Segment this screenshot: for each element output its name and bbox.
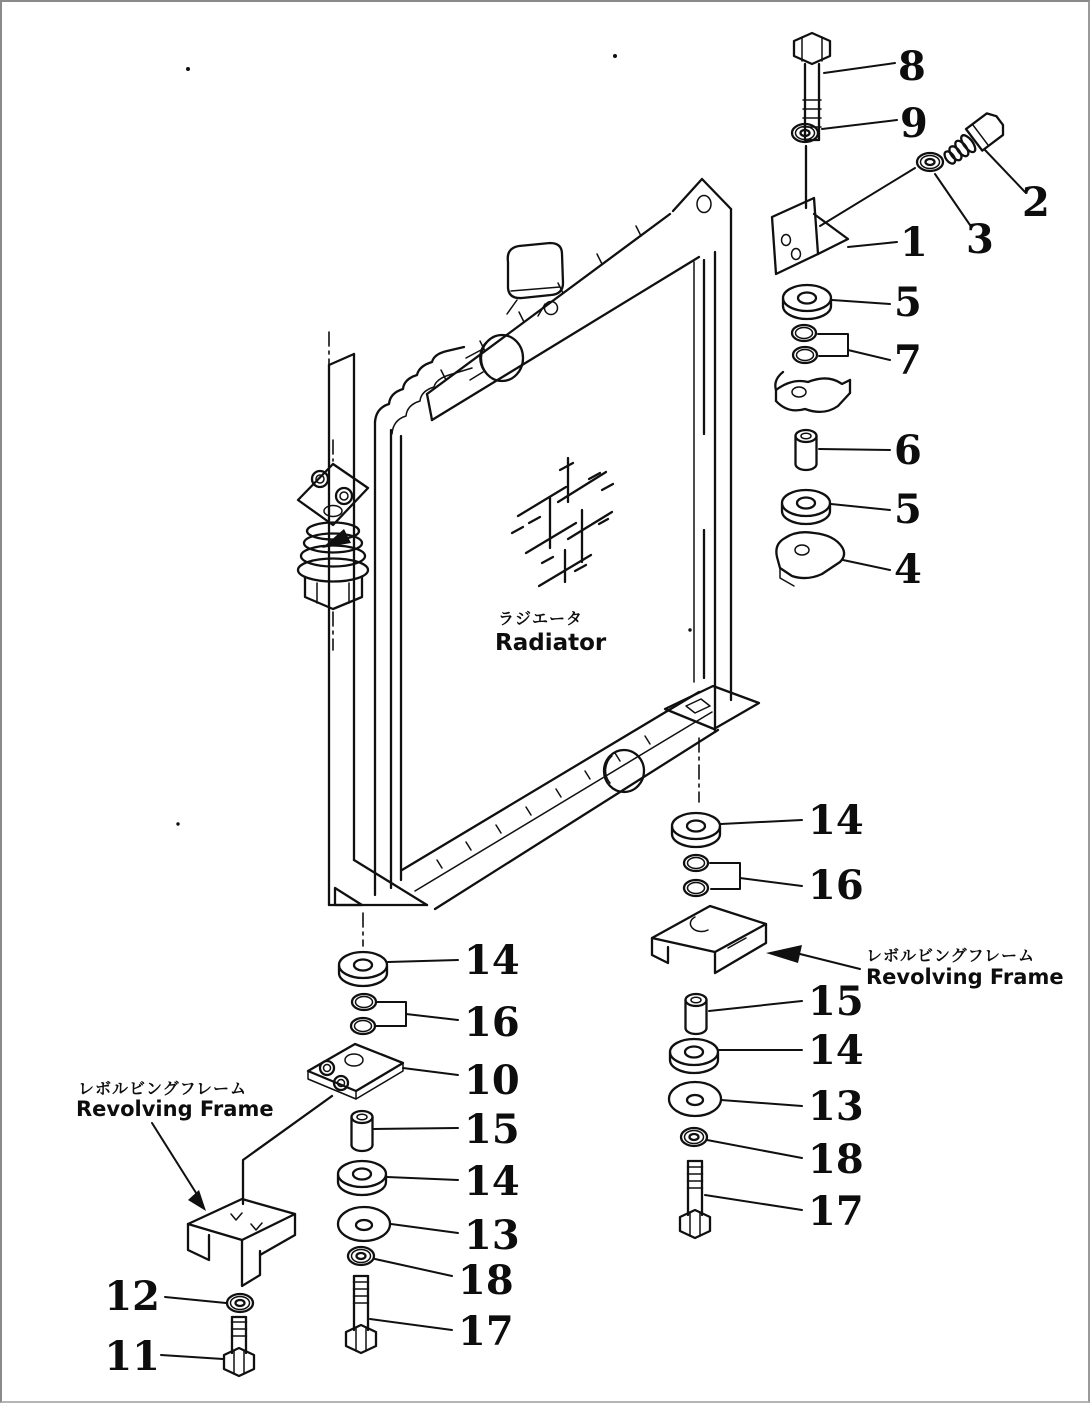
callout-5-lower: 5 xyxy=(894,486,922,533)
leader-15-right xyxy=(709,1001,802,1011)
leader-washer-3-to-bracket xyxy=(820,168,915,226)
core-hatch-symbol xyxy=(512,458,613,586)
leader-13-right xyxy=(721,1100,802,1106)
callout-18-left: 18 xyxy=(458,1257,514,1304)
part-grommet-14-right-upper xyxy=(672,813,720,847)
leader-2 xyxy=(985,150,1025,192)
callout-18-right: 18 xyxy=(808,1136,864,1183)
part-bracket-1 xyxy=(772,198,897,274)
part-spacer-15-right xyxy=(686,994,707,1034)
part-orings-16-right xyxy=(684,855,802,896)
part-orings-7 xyxy=(792,325,890,363)
revolving-frame-right-label-ja: レボルビングフレーム xyxy=(866,946,1036,965)
callout-7: 7 xyxy=(894,337,922,384)
radiator-label-en: Radiator xyxy=(495,630,607,656)
part-pad-4 xyxy=(776,532,890,586)
leader-14-left-upper xyxy=(388,960,458,962)
revolving-frame-left-label-ja: レボルビングフレーム xyxy=(78,1079,248,1098)
callout-14-right-upper: 14 xyxy=(808,797,864,844)
callout-14-left-lower: 14 xyxy=(464,1158,520,1205)
part-grommet-14-right-lower xyxy=(670,1039,718,1073)
revolving-frame-pointer-left xyxy=(152,1123,206,1211)
part-bolt-17-right xyxy=(680,1161,710,1238)
part-orings-16-left xyxy=(351,994,458,1034)
callout-16-right: 16 xyxy=(808,862,864,909)
callout-6: 6 xyxy=(894,427,922,474)
callout-16-left: 16 xyxy=(464,999,520,1046)
callout-14-right-lower: 14 xyxy=(808,1027,864,1074)
callout-12: 12 xyxy=(104,1273,160,1320)
callout-17-left: 17 xyxy=(458,1308,514,1355)
part-washer-12 xyxy=(227,1294,253,1312)
part-clip-plate xyxy=(775,372,850,412)
leader-12 xyxy=(165,1297,226,1303)
leader-17-left xyxy=(370,1319,452,1330)
part-washer-18-right xyxy=(681,1128,707,1146)
leader-3 xyxy=(935,174,970,225)
callout-15-right: 15 xyxy=(808,978,864,1025)
callout-13-right: 13 xyxy=(808,1083,864,1130)
part-grommet-14-left-upper xyxy=(339,952,387,986)
callout-5-upper: 5 xyxy=(894,279,922,326)
part-bolt-11 xyxy=(224,1317,254,1376)
callout-1: 1 xyxy=(900,219,928,266)
callout-17-right: 17 xyxy=(808,1188,864,1235)
part-revolving-frame-bracket-right xyxy=(652,906,766,973)
leader-5-lower xyxy=(831,504,890,510)
callout-4: 4 xyxy=(894,546,922,593)
part-washer-13-left xyxy=(338,1207,390,1241)
callout-9: 9 xyxy=(900,100,928,147)
leader-17-right xyxy=(705,1195,802,1210)
callout-3: 3 xyxy=(966,216,994,263)
part-grommet-5-upper xyxy=(783,285,831,319)
leader-14-right-upper xyxy=(721,820,802,824)
leader-5-upper xyxy=(832,300,890,304)
leader-6 xyxy=(819,449,890,450)
callout-14-left-upper: 14 xyxy=(464,937,520,984)
callout-11: 11 xyxy=(104,1333,160,1380)
leader-13-left xyxy=(391,1224,458,1233)
leader-15-left xyxy=(374,1128,458,1129)
part-bolt-17-left xyxy=(346,1276,376,1353)
callout-13-left: 13 xyxy=(464,1212,520,1259)
radiator-label-ja: ラジエータ xyxy=(498,609,584,628)
part-grommet-14-left-lower xyxy=(338,1161,386,1195)
leader-14-left-lower xyxy=(387,1177,458,1180)
leader-18-left xyxy=(375,1259,452,1276)
leader-9 xyxy=(822,120,897,129)
part-grommet-5-lower xyxy=(782,490,830,524)
leader-11 xyxy=(161,1355,223,1359)
part-spacer-6 xyxy=(796,430,817,470)
part-washer-18-left xyxy=(348,1247,374,1265)
part-spacer-15-left xyxy=(352,1111,373,1151)
callout-15-left: 15 xyxy=(464,1106,520,1153)
revolving-frame-left-label-en: Revolving Frame xyxy=(76,1097,274,1121)
part-plate-10 xyxy=(308,1044,458,1099)
callout-10: 10 xyxy=(464,1057,520,1104)
part-revolving-frame-bracket-left xyxy=(188,1199,295,1286)
radiator-mount-exploded-diagram xyxy=(2,2,1090,1403)
part-washer-3 xyxy=(917,153,943,171)
part-washer-13-right xyxy=(669,1082,721,1116)
revolving-frame-right-label-en: Revolving Frame xyxy=(866,965,1064,989)
callout-8: 8 xyxy=(898,43,926,90)
revolving-frame-pointer-right xyxy=(766,945,860,969)
callout-2: 2 xyxy=(1022,179,1050,226)
radiator-body-drawing xyxy=(176,54,759,909)
leader-18-right xyxy=(707,1140,802,1158)
